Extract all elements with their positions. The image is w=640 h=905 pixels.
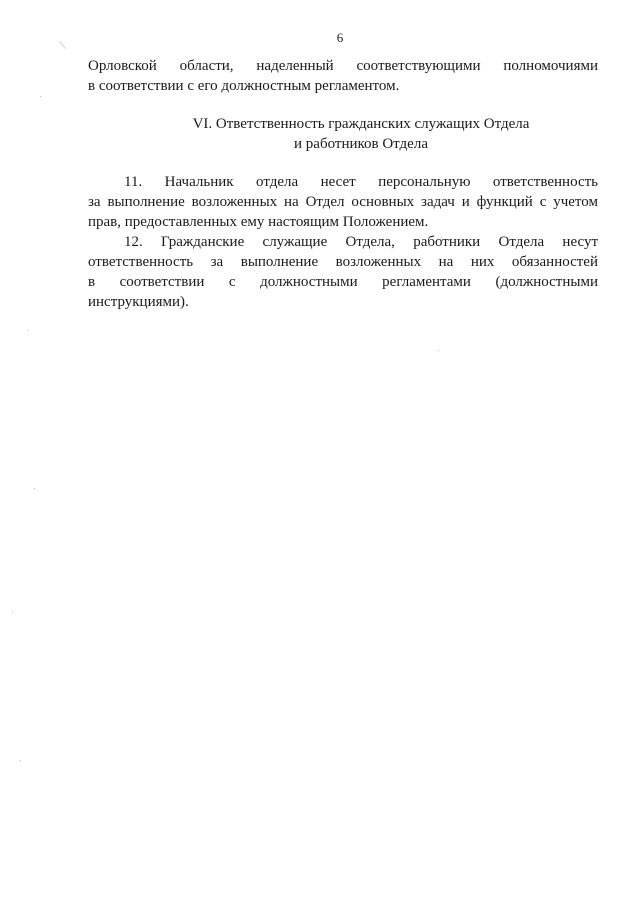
paragraph-12 xyxy=(88,232,598,312)
scan-speck xyxy=(28,330,29,331)
document-body xyxy=(88,56,598,312)
page-number: 6 xyxy=(336,30,344,45)
section-title-line-1: VI. Ответственность гражданских служащих Отдела xyxy=(192,116,530,132)
scan-speck xyxy=(20,760,21,761)
intro-line-2: в соответствии с его должностным регламентом. xyxy=(88,78,400,94)
paragraph-12-line-2: ответственность за выполнение возложенных на них обязанностей xyxy=(88,254,598,270)
paragraph-12-line-4: инструкциями). xyxy=(88,294,189,310)
paragraph-12-line-3: в соответствии с должностными регламентами (должностными xyxy=(88,274,598,290)
paragraph-11 xyxy=(88,172,598,232)
intro-line-1: Орловской области, наделенный соответствующими полномочиями xyxy=(88,58,598,74)
paragraph-12-line-1: 12. Гражданские служащие Отдела, работники Отдела несут xyxy=(124,234,598,250)
scan-speck xyxy=(12,612,13,613)
scan-speck xyxy=(438,350,439,351)
section-title xyxy=(124,114,598,154)
section-title-line-2: и работников Отдела xyxy=(294,136,428,152)
paragraph-11-line-2: за выполнение возложенных на Отдел основных задач и функций с учетом xyxy=(88,194,598,210)
scan-speck xyxy=(34,488,35,489)
paragraph-11-line-1: 11. Начальник отдела несет персональную ответственность xyxy=(124,174,598,190)
paragraph-11-line-3: прав, предоставленных ему настоящим Положением. xyxy=(88,214,429,230)
intro-paragraph xyxy=(88,56,598,96)
scan-speck xyxy=(40,96,41,97)
